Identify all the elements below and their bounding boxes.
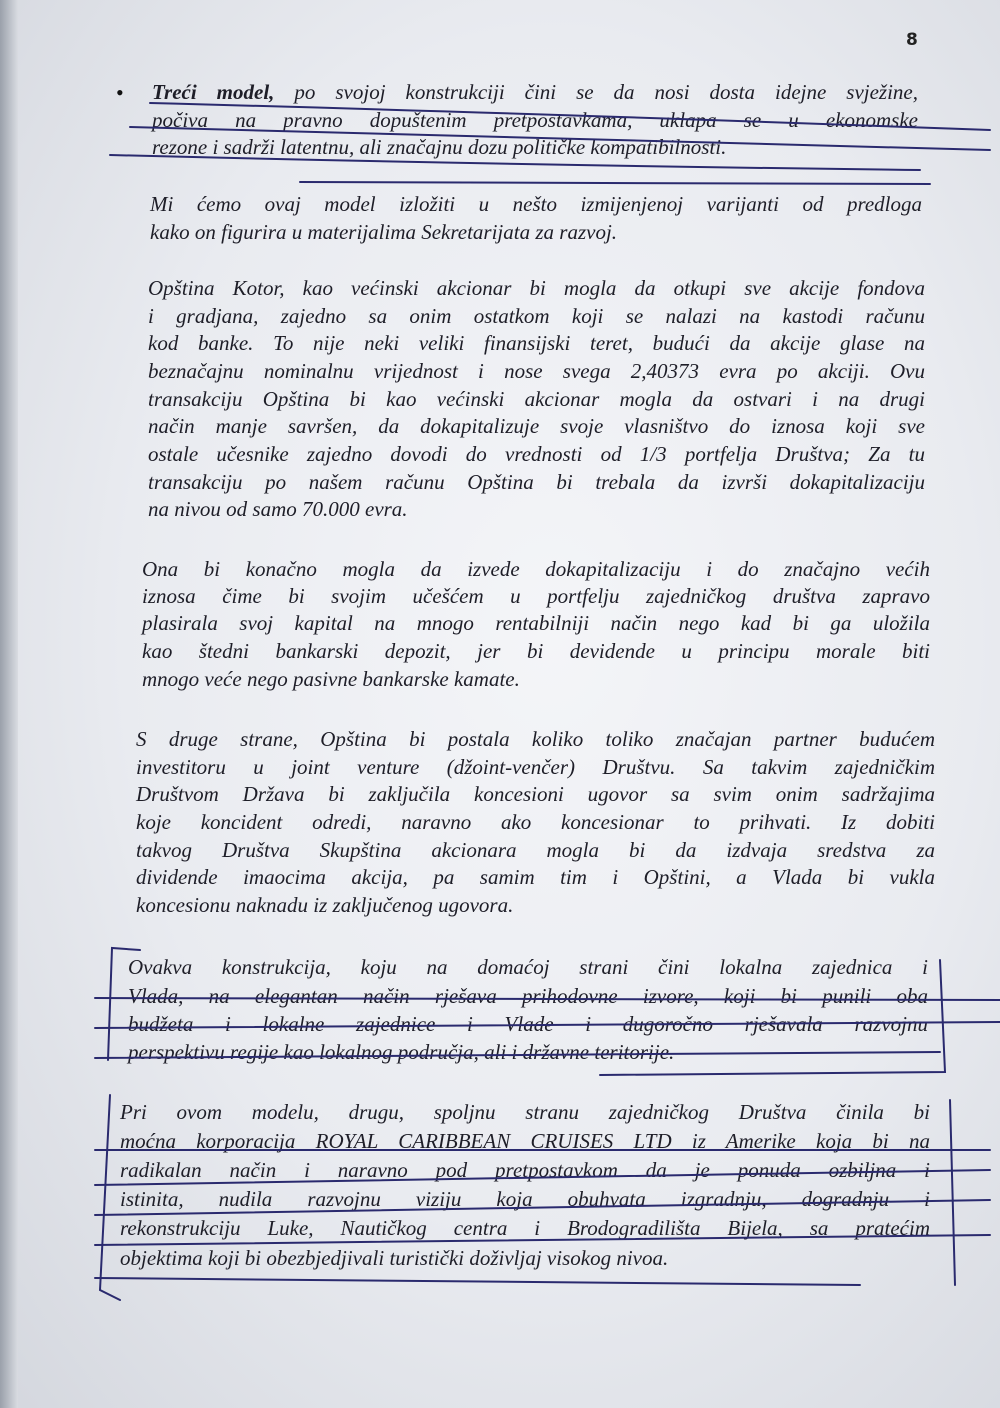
text-line: ostale učesnike zajedno dovodi do vrednosti od 1/3 portfelja Društva; Za tu: [148, 442, 925, 466]
text-line: transakciju Opština bi kao većinski akcionar mogla da ostvari i na drugi: [148, 387, 925, 411]
text-line: koje koncident odredi, naravno ako koncesionar to prihvati. Iz dobiti: [136, 810, 935, 834]
underline-mark: [300, 182, 930, 184]
text-line: mnogo veće nego pasivne bankarske kamate.: [142, 667, 520, 691]
text-line: Opština Kotor, kao većinski akcionar bi mogla da otkupi sve akcije fondova: [148, 276, 925, 300]
text-line: kao štedni bankarski depozit, jer bi devidende u principu morale biti: [142, 639, 930, 663]
text-line: rezone i sadrži latentnu, ali značajnu dozu političke kompatibilnosti.: [152, 135, 727, 159]
text-line: budžeta i lokalne zajednice i Vlade i dugoročno rješavala razvojnu: [128, 1012, 928, 1036]
text-line: plasirala svoj kapital na mnogo rentabilniji način nego kad bi ga uložila: [142, 611, 930, 635]
text-line: moćna korporacija ROYAL CARIBBEAN CRUISES LTD iz Amerike koja bi na: [120, 1129, 930, 1153]
text-line: beznačajnu nominalnu vrijednost i nose svega 2,40373 evra po akciji. Ovu: [148, 359, 925, 383]
text-line: kod banke. To nije neki veliki finansijski teret, budući da akcije glase na: [148, 331, 925, 355]
text-line: dividende imaocima akcija, pa samim tim i Opštini, a Vlada bi vukla: [136, 865, 935, 889]
text-line: način manje savršen, da dokapitalizuje svoje vlasništvo do iznosa koji sve: [148, 414, 925, 438]
text-line: Društvom Država bi zaključila koncesioni ugovor sa svim onim sadržajima: [136, 782, 935, 806]
text-line: transakciju po našem računu Opština bi trebala da izvrši dokapitalizaciju: [148, 470, 925, 494]
text-line: S druge strane, Opština bi postala koliko toliko značajan partner budućem: [136, 727, 935, 751]
text-line: kako on figurira u materijalima Sekretarijata za razvoj.: [150, 220, 618, 244]
text-line: počiva na pravno dopuštenim pretpostavkama, uklapa se u ekonomske: [152, 108, 918, 132]
text-line: istinita, nudila razvojnu viziju koja obuhvata izgradnju, dogradnju i: [120, 1187, 930, 1211]
text-line: Ona bi konačno mogla da izvede dokapitalizaciju i do značajno većih: [142, 557, 930, 581]
text-line: koncesionu naknadu iz zaključenog ugovora.: [136, 893, 514, 917]
text-line: Vlada, na elegantan način rješava prihodovne izvore, koji bi punili oba: [128, 984, 928, 1008]
text-line: iznosa čime bi svojim učešćem u portfelju zajedničkog društva zapravo: [142, 584, 930, 608]
bold-lead: Treći model,: [152, 80, 275, 104]
text-line: perspektivu regije kao lokalnog područja, ali i državne teritorije.: [128, 1040, 675, 1064]
text-line: Mi ćemo ovaj model izložiti u nešto izmijenjenoj varijanti od predloga: [150, 192, 922, 216]
page-shadow-edge: [0, 0, 18, 1408]
text-line: na nivou od samo 70.000 evra.: [148, 497, 408, 521]
text-line: radikalan način i naravno pod pretpostavkom da je ponuda ozbiljna i: [120, 1158, 930, 1182]
text-line: Treći model, po svojoj konstrukciji čini se da nosi dosta idejne svježine,: [152, 80, 919, 104]
text-line: objektima koji bi obezbjedjivali turistički doživljaj visokog nivoa.: [120, 1246, 669, 1270]
text-line: takvog Društva Skupština akcionara mogla bi da izdvaja sredstva za: [136, 838, 935, 862]
text-line: Ovakva konstrukcija, koju na domaćoj strani čini lokalna zajednica i: [128, 955, 928, 979]
bullet-marker: •: [116, 80, 124, 105]
text-line: investitoru u joint venture (džoint-venčer) Društvu. Sa takvim zajedničkim: [136, 755, 935, 779]
text-line: i gradjana, zajedno sa onim ostatkom koji se nalazi na kastodi računu: [148, 304, 925, 328]
underline-mark: [95, 1278, 860, 1285]
page-number: 8: [906, 30, 918, 50]
text-line: Pri ovom modelu, drugu, spoljnu stranu zajedničkog Društva činila bi: [120, 1100, 930, 1124]
text-line: rekonstrukciju Luke, Nautičkog centra i Brodogradilišta Bijela, sa pratećim: [120, 1216, 930, 1240]
